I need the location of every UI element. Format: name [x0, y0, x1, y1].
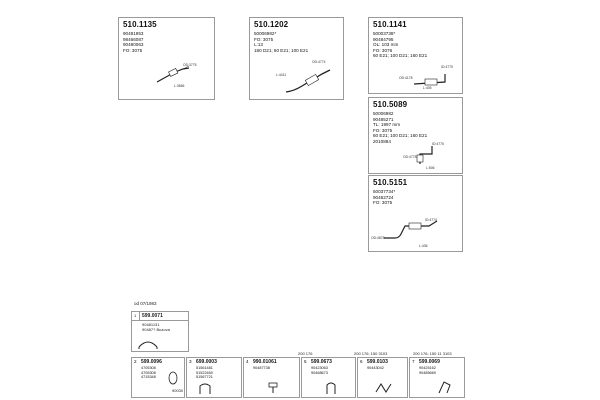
part-number-line: 90462724 — [373, 194, 394, 200]
accessory-number: 90468673 — [311, 370, 328, 375]
dimension-label: ID:4774 — [425, 218, 437, 222]
part-code: 510.5151 — [373, 178, 408, 187]
dimension-label: OD:4778 — [403, 155, 417, 159]
bracket-drawing — [436, 378, 454, 396]
accessory-numbers — [253, 366, 270, 371]
accessory-slot-4 — [243, 357, 300, 398]
accessory-box-1 — [131, 311, 189, 352]
dimension-label: OD:3775 — [183, 63, 197, 67]
part-numbers — [373, 189, 395, 206]
part-number-line: 98466087 — [123, 36, 144, 42]
accessory-numbers — [367, 366, 384, 371]
accessory-slot-6 — [357, 357, 408, 398]
accessory-number: 90423063 — [311, 366, 328, 370]
accessory-slot-2 — [131, 357, 185, 398]
part-numbers — [254, 31, 308, 53]
dimension-label: L:3656 — [174, 84, 185, 88]
accessory-numbers — [141, 366, 156, 380]
accessory-number: 90487738 — [253, 366, 270, 370]
accessory-numbers — [311, 366, 328, 375]
accessory-code: 699.0003 — [196, 359, 217, 365]
part-number-line: TL: 1997 mm — [373, 122, 401, 128]
slot-note: 200 176 — [298, 351, 313, 356]
accessory-extra: 90030 — [172, 388, 184, 393]
accessory-number: 90425162 — [419, 366, 436, 370]
accessory-number: 4715348 — [141, 375, 156, 380]
part-number-line: FO: 3075 — [123, 47, 143, 53]
accessory-code: 599.0673 — [311, 359, 332, 365]
box-divider — [132, 320, 188, 321]
accessory-number: 90487? Buzova — [142, 327, 170, 332]
pipe-drawing — [381, 218, 443, 246]
part-number-line: 90485271 — [373, 116, 394, 122]
accessory-code: 599.0103 — [367, 359, 388, 365]
part-number-line: 90480063 — [123, 42, 144, 48]
part-numbers — [373, 111, 427, 145]
part-number-line: 90484795 — [373, 36, 394, 42]
part-box-510-1141 — [368, 17, 463, 94]
part-number-line: FO: 3075 — [373, 127, 393, 133]
part-number-line: 50003738* — [373, 31, 396, 36]
slot-note: 200 176; 150 3103 — [354, 351, 388, 356]
hanger-drawing — [197, 382, 213, 396]
part-number-line: 60 E21; 100 D21; 160 E21 — [373, 133, 428, 139]
part-numbers — [373, 31, 427, 59]
accessory-number: 90481131 — [142, 322, 160, 327]
dimension-label: OD:4178 — [399, 76, 413, 80]
part-number-line: 50037734* — [373, 189, 396, 194]
part-box-510-1135 — [118, 17, 215, 100]
dimension-label: L:4411 — [276, 73, 287, 77]
part-code: 510.1141 — [373, 20, 407, 29]
slot-number: 4 — [246, 359, 249, 364]
slot-number: 1 — [134, 313, 137, 318]
dimension-label: OD:4878 — [371, 236, 385, 240]
bolt-drawing — [266, 381, 280, 395]
part-box-510-5151 — [368, 175, 463, 252]
accessory-code: 599.0096 — [141, 359, 162, 365]
accessory-slot-5 — [301, 357, 356, 398]
dimension-label: L:436 — [419, 244, 428, 248]
dimension-label: ID:4775 — [432, 142, 444, 146]
part-number-line: 60 E21; 100 D21; 160 E21 — [373, 53, 428, 59]
pipe-drawing — [284, 62, 334, 97]
accessory-numbers — [419, 366, 436, 375]
part-box-510-5089 — [368, 97, 463, 174]
dimension-label: L:405 — [423, 86, 432, 90]
box-divider — [139, 312, 140, 320]
accessory-numbers — [196, 366, 213, 380]
accessory-number: 51567721 — [196, 375, 213, 380]
part-code: 510.1202 — [254, 20, 289, 29]
part-number-line: FO: 3075 — [254, 36, 274, 42]
part-number-line: L:13 — [254, 42, 263, 48]
slot-number: 7 — [412, 359, 415, 364]
part-number-line: FO: 3076 — [373, 47, 393, 53]
part-number-line: 50006982 — [373, 111, 394, 116]
dimension-label: L:506 — [426, 166, 435, 170]
dimension-label: ID:4775 — [441, 65, 453, 69]
accessory-number: 51561481 — [196, 366, 213, 370]
part-number-line: FO: 3075 — [373, 200, 393, 206]
part-code: 510.1135 — [123, 20, 157, 29]
slot-number: 5 — [304, 359, 307, 364]
slot-number: 3 — [189, 359, 192, 364]
accessory-code: 599.0069 — [419, 359, 440, 365]
accessory-number: 4705308 — [141, 370, 156, 375]
slot-note: 200 176; 150 11 3103 — [413, 351, 452, 356]
date-note: od 07/1983 — [134, 301, 157, 306]
clamp-drawing — [137, 337, 159, 351]
slot-number: 6 — [360, 359, 363, 364]
accessory-number: 4705308 — [141, 366, 156, 370]
part-number-line: 2010884 — [373, 138, 391, 144]
accessory-code: 599.0071 — [142, 313, 163, 319]
accessory-number: 90443042 — [367, 366, 384, 370]
part-number-line: 180 D21; 60 E21; 100 E21 — [254, 47, 309, 53]
accessory-code: 990.01061 — [253, 359, 277, 365]
part-code: 510.5089 — [373, 100, 408, 109]
gasket-drawing — [166, 370, 180, 386]
accessory-slot-7 — [409, 357, 465, 398]
accessory-number: 51522460 — [196, 370, 213, 375]
clamp-drawing — [324, 380, 338, 396]
slot-number: 2 — [134, 359, 137, 364]
part-number-line: 90481953 — [123, 31, 144, 36]
part-number-line: OL: 103 mm — [373, 42, 399, 48]
part-box-510-1202 — [249, 17, 344, 100]
dimension-label: OD:4774 — [312, 60, 326, 64]
accessory-slot-3 — [186, 357, 242, 398]
part-number-line: 50006982* — [254, 31, 277, 36]
rubber-mount-drawing — [374, 380, 392, 396]
accessory-number: 90485669 — [419, 370, 436, 375]
part-numbers — [123, 31, 143, 53]
